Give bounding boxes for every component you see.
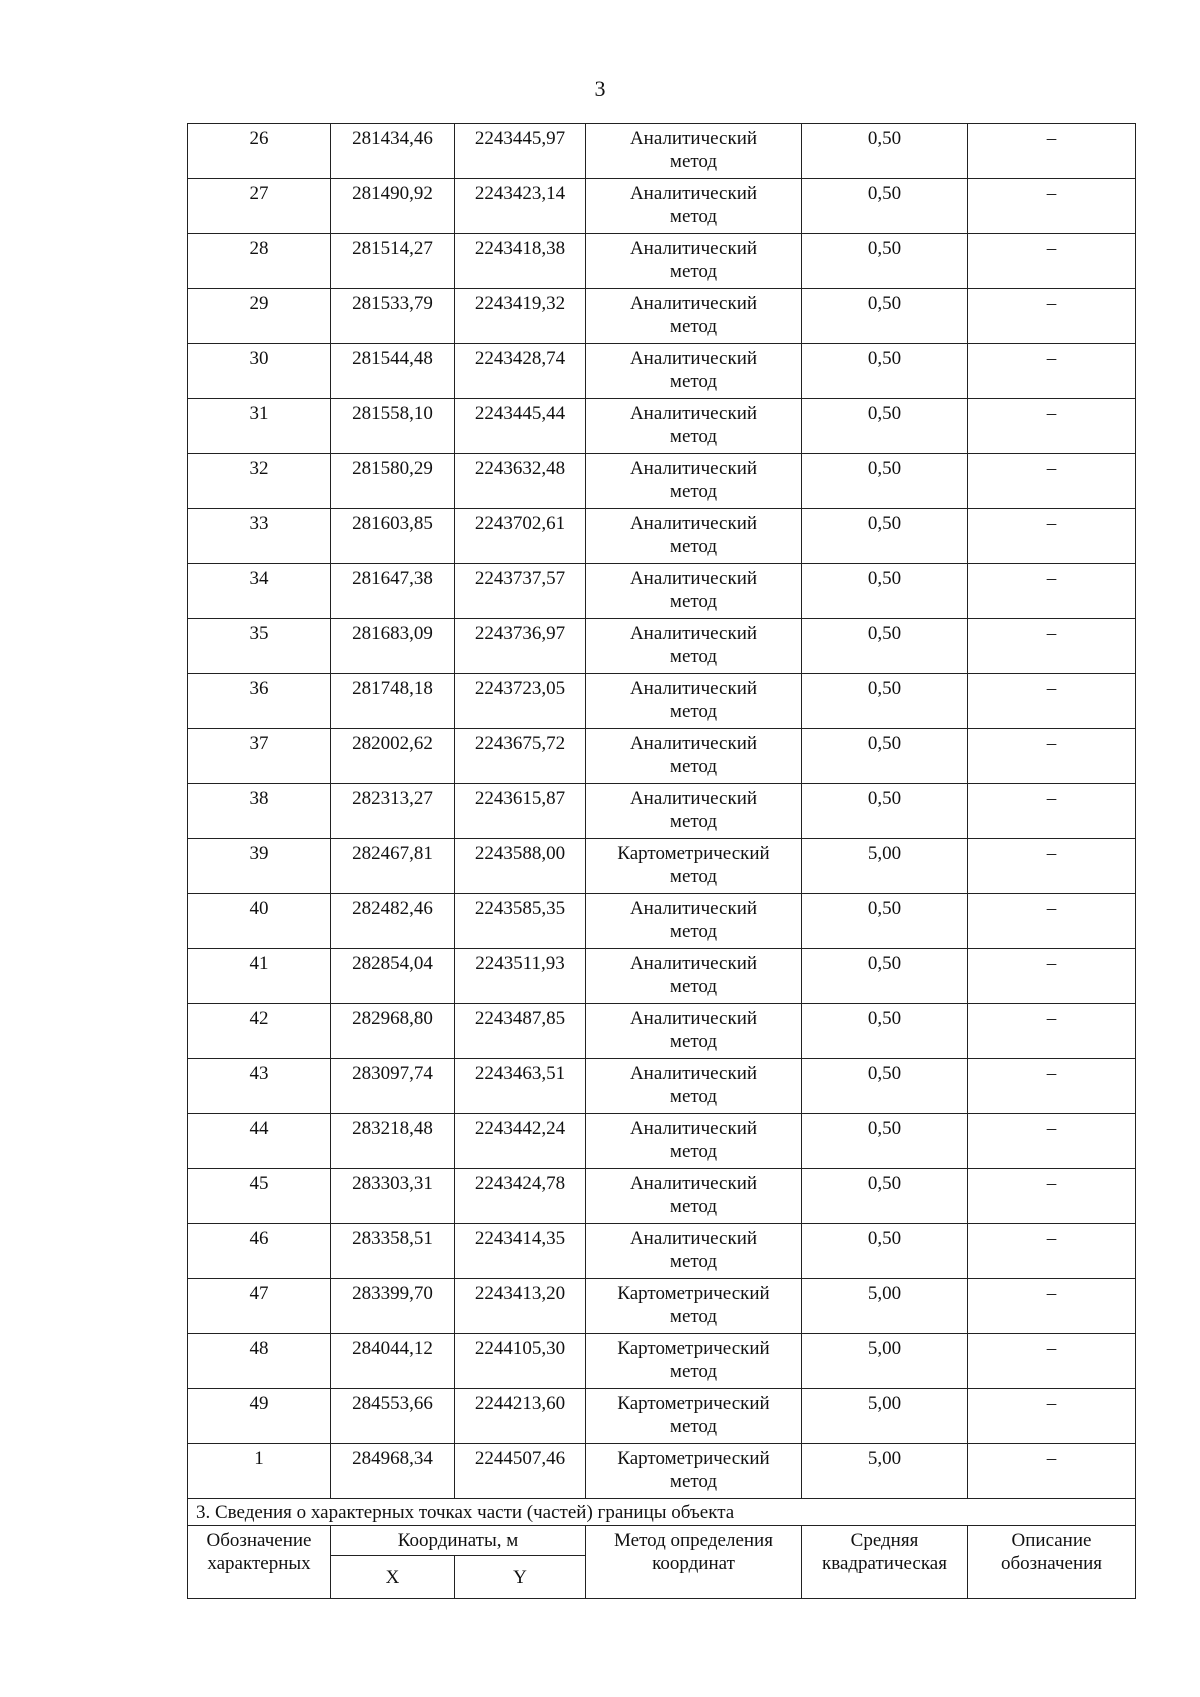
col-accuracy-header (802, 1526, 968, 1599)
method-line1: Аналитический (629, 1063, 758, 1084)
coord-y-cell: 2243588,00 (455, 839, 586, 894)
accuracy-cell: 0,50 (802, 1114, 968, 1169)
col-accuracy-line2: квадратическая (822, 1553, 947, 1574)
coord-y-cell: 2243736,97 (455, 619, 586, 674)
col-method-line1: Метод определения (614, 1530, 773, 1551)
method-line1: Аналитический (629, 1228, 758, 1249)
accuracy-cell: 0,50 (802, 509, 968, 564)
method-line1: Аналитический (629, 128, 758, 149)
table-row (188, 729, 1136, 784)
method-line1: Аналитический (629, 1173, 758, 1194)
coord-x-cell: 281603,85 (331, 509, 455, 564)
table-row (188, 234, 1136, 289)
point-number-cell: 29 (188, 289, 331, 344)
coord-y-cell: 2243723,05 (455, 674, 586, 729)
point-number-cell: 47 (188, 1279, 331, 1334)
accuracy-cell: 0,50 (802, 894, 968, 949)
coord-x-cell: 281558,10 (331, 399, 455, 454)
coord-x-cell: 282854,04 (331, 949, 455, 1004)
accuracy-cell: 5,00 (802, 1444, 968, 1499)
method-line1: Аналитический (629, 183, 758, 204)
method-cell (586, 1334, 802, 1389)
point-number-cell: 34 (188, 564, 331, 619)
method-cell (586, 234, 802, 289)
table-row (188, 289, 1136, 344)
method-cell (586, 729, 802, 784)
coord-x-cell: 281580,29 (331, 454, 455, 509)
col-method-line2: координат (652, 1553, 735, 1574)
accuracy-cell: 0,50 (802, 674, 968, 729)
coord-y-cell: 2243445,97 (455, 124, 586, 179)
description-cell: – (968, 399, 1136, 454)
coord-x-cell: 281748,18 (331, 674, 455, 729)
coord-x-cell: 281683,09 (331, 619, 455, 674)
method-line2: метод (669, 756, 718, 777)
coord-y-cell: 2244507,46 (455, 1444, 586, 1499)
table-row (188, 674, 1136, 729)
coord-y-cell: 2243418,38 (455, 234, 586, 289)
method-line2: метод (669, 976, 718, 997)
col-designation-header (188, 1526, 331, 1599)
table-row (188, 949, 1136, 1004)
method-cell (586, 454, 802, 509)
coord-x-cell: 282968,80 (331, 1004, 455, 1059)
method-cell (586, 1279, 802, 1334)
point-number-cell: 49 (188, 1389, 331, 1444)
table-row (188, 399, 1136, 454)
accuracy-cell: 0,50 (802, 234, 968, 289)
col-description-line1: Описание (1011, 1530, 1092, 1551)
table-row (188, 1444, 1136, 1499)
col-designation-line2: характерных (207, 1553, 311, 1574)
accuracy-cell: 0,50 (802, 179, 968, 234)
coord-y-cell: 2243632,48 (455, 454, 586, 509)
method-line2: метод (669, 811, 718, 832)
point-number-cell: 38 (188, 784, 331, 839)
coord-x-cell: 283399,70 (331, 1279, 455, 1334)
coord-y-cell: 2243737,57 (455, 564, 586, 619)
coord-x-cell: 281533,79 (331, 289, 455, 344)
table-row (188, 1114, 1136, 1169)
page-number: 3 (594, 76, 606, 101)
accuracy-cell: 0,50 (802, 289, 968, 344)
coord-x-cell: 283303,31 (331, 1169, 455, 1224)
coord-x-cell: 283097,74 (331, 1059, 455, 1114)
table-row (188, 564, 1136, 619)
col-x-header: X (331, 1556, 455, 1599)
method-line1: Картометрический (617, 1338, 770, 1359)
method-line2: метод (669, 151, 718, 172)
coord-y-cell: 2243414,35 (455, 1224, 586, 1279)
coord-y-cell: 2243585,35 (455, 894, 586, 949)
table-row (188, 1059, 1136, 1114)
description-cell: – (968, 564, 1136, 619)
description-cell: – (968, 894, 1136, 949)
method-line2: метод (669, 206, 718, 227)
method-line2: метод (669, 921, 718, 942)
coord-y-cell: 2244105,30 (455, 1334, 586, 1389)
description-cell: – (968, 1059, 1136, 1114)
table-row (188, 1169, 1136, 1224)
description-cell: – (968, 674, 1136, 729)
method-line1: Аналитический (629, 733, 758, 754)
point-number-cell: 44 (188, 1114, 331, 1169)
point-number-cell: 30 (188, 344, 331, 399)
method-line2: метод (669, 481, 718, 502)
method-line1: Аналитический (629, 623, 758, 644)
method-cell (586, 179, 802, 234)
method-cell (586, 839, 802, 894)
accuracy-cell: 0,50 (802, 729, 968, 784)
method-line1: Картометрический (617, 1393, 770, 1414)
method-line2: метод (669, 1306, 718, 1327)
method-cell (586, 509, 802, 564)
method-line1: Аналитический (629, 348, 758, 369)
method-line1: Аналитический (629, 568, 758, 589)
method-line1: Аналитический (629, 403, 758, 424)
table-row (188, 509, 1136, 564)
method-cell (586, 619, 802, 674)
description-cell: – (968, 1334, 1136, 1389)
coord-x-cell: 284044,12 (331, 1334, 455, 1389)
coord-y-cell: 2243423,14 (455, 179, 586, 234)
point-number-cell: 32 (188, 454, 331, 509)
description-cell: – (968, 1224, 1136, 1279)
method-line2: метод (669, 536, 718, 557)
method-cell (586, 1389, 802, 1444)
accuracy-cell: 0,50 (802, 619, 968, 674)
method-line1: Картометрический (617, 1283, 770, 1304)
description-cell: – (968, 839, 1136, 894)
method-line2: метод (669, 646, 718, 667)
method-cell (586, 1224, 802, 1279)
method-line2: метод (669, 701, 718, 722)
point-number-cell: 45 (188, 1169, 331, 1224)
table-row (188, 179, 1136, 234)
method-line1: Аналитический (629, 1118, 758, 1139)
method-cell (586, 1114, 802, 1169)
accuracy-cell: 0,50 (802, 344, 968, 399)
point-number-cell: 40 (188, 894, 331, 949)
coord-y-cell: 2243702,61 (455, 509, 586, 564)
point-number-cell: 37 (188, 729, 331, 784)
method-line1: Картометрический (617, 1448, 770, 1469)
method-line2: метод (669, 591, 718, 612)
accuracy-cell: 0,50 (802, 1224, 968, 1279)
coord-y-cell: 2243463,51 (455, 1059, 586, 1114)
method-cell (586, 399, 802, 454)
accuracy-cell: 0,50 (802, 1169, 968, 1224)
point-number-cell: 36 (188, 674, 331, 729)
method-line2: метод (669, 261, 718, 282)
accuracy-cell: 0,50 (802, 949, 968, 1004)
coord-x-cell: 282482,46 (331, 894, 455, 949)
method-line1: Аналитический (629, 678, 758, 699)
method-line2: метод (669, 1416, 718, 1437)
method-cell (586, 894, 802, 949)
method-cell (586, 949, 802, 1004)
point-number-cell: 42 (188, 1004, 331, 1059)
method-cell (586, 1169, 802, 1224)
description-cell: – (968, 509, 1136, 564)
accuracy-cell: 0,50 (802, 564, 968, 619)
table-row (188, 1389, 1136, 1444)
description-cell: – (968, 1114, 1136, 1169)
method-cell (586, 124, 802, 179)
coord-y-cell: 2243511,93 (455, 949, 586, 1004)
coord-x-cell: 281434,46 (331, 124, 455, 179)
method-line1: Картометрический (617, 843, 770, 864)
description-cell: – (968, 344, 1136, 399)
point-number-cell: 43 (188, 1059, 331, 1114)
description-cell: – (968, 1169, 1136, 1224)
method-line2: метод (669, 1086, 718, 1107)
point-number-cell: 35 (188, 619, 331, 674)
col-accuracy-line1: Средняя (850, 1530, 919, 1551)
description-cell: – (968, 784, 1136, 839)
method-cell (586, 564, 802, 619)
method-cell (586, 674, 802, 729)
table-row (188, 124, 1136, 179)
method-line1: Аналитический (629, 513, 758, 534)
method-cell (586, 1444, 802, 1499)
table-row (188, 344, 1136, 399)
accuracy-cell: 0,50 (802, 399, 968, 454)
coord-x-cell: 281647,38 (331, 564, 455, 619)
table-row (188, 619, 1136, 674)
description-cell: – (968, 1389, 1136, 1444)
coord-x-cell: 282313,27 (331, 784, 455, 839)
point-number-cell: 48 (188, 1334, 331, 1389)
coord-y-cell: 2243442,24 (455, 1114, 586, 1169)
method-line1: Аналитический (629, 898, 758, 919)
section-3-title: 3. Сведения о характерных точках части (частей) границы объекта (188, 1499, 1136, 1526)
method-line2: метод (669, 426, 718, 447)
method-line2: метод (669, 316, 718, 337)
table-row (188, 1224, 1136, 1279)
description-cell: – (968, 289, 1136, 344)
accuracy-cell: 0,50 (802, 124, 968, 179)
col-description-line2: обозначения (1000, 1553, 1103, 1574)
method-line2: метод (669, 1141, 718, 1162)
coord-y-cell: 2244213,60 (455, 1389, 586, 1444)
table-body (188, 124, 1136, 1499)
method-line2: метод (669, 1031, 718, 1052)
accuracy-cell: 0,50 (802, 454, 968, 509)
point-number-cell: 33 (188, 509, 331, 564)
col-y-header: Y (455, 1556, 586, 1599)
table-row (188, 784, 1136, 839)
method-cell (586, 1059, 802, 1114)
method-line1: Аналитический (629, 953, 758, 974)
coord-y-cell: 2243445,44 (455, 399, 586, 454)
method-cell (586, 1004, 802, 1059)
description-cell: – (968, 949, 1136, 1004)
method-line2: метод (669, 1196, 718, 1217)
point-number-cell: 1 (188, 1444, 331, 1499)
col-coords-header: Координаты, м (331, 1526, 586, 1556)
coord-x-cell: 282467,81 (331, 839, 455, 894)
table-row (188, 839, 1136, 894)
coord-y-cell: 2243419,32 (455, 289, 586, 344)
coord-y-cell: 2243675,72 (455, 729, 586, 784)
accuracy-cell: 0,50 (802, 1004, 968, 1059)
accuracy-cell: 5,00 (802, 839, 968, 894)
method-line1: Аналитический (629, 458, 758, 479)
coord-y-cell: 2243428,74 (455, 344, 586, 399)
section-3 (188, 1499, 1136, 1599)
description-cell: – (968, 1004, 1136, 1059)
coord-x-cell: 283358,51 (331, 1224, 455, 1279)
col-description-header (968, 1526, 1136, 1599)
method-line1: Аналитический (629, 238, 758, 259)
method-line2: метод (669, 1251, 718, 1272)
col-designation-line1: Обозначение (206, 1530, 312, 1551)
description-cell: – (968, 1279, 1136, 1334)
point-number-cell: 28 (188, 234, 331, 289)
accuracy-cell: 5,00 (802, 1389, 968, 1444)
accuracy-cell: 5,00 (802, 1279, 968, 1334)
description-cell: – (968, 1444, 1136, 1499)
method-line1: Аналитический (629, 1008, 758, 1029)
point-number-cell: 26 (188, 124, 331, 179)
method-line2: метод (669, 866, 718, 887)
table-row (188, 1334, 1136, 1389)
accuracy-cell: 5,00 (802, 1334, 968, 1389)
description-cell: – (968, 179, 1136, 234)
description-cell: – (968, 124, 1136, 179)
method-cell (586, 289, 802, 344)
coord-x-cell: 281544,48 (331, 344, 455, 399)
coord-x-cell: 282002,62 (331, 729, 455, 784)
table-row (188, 454, 1136, 509)
accuracy-cell: 0,50 (802, 1059, 968, 1114)
col-method-header (586, 1526, 802, 1599)
point-number-cell: 46 (188, 1224, 331, 1279)
table-row (188, 1004, 1136, 1059)
method-line1: Аналитический (629, 788, 758, 809)
coord-y-cell: 2243487,85 (455, 1004, 586, 1059)
method-line2: метод (669, 1471, 718, 1492)
coord-y-cell: 2243615,87 (455, 784, 586, 839)
coord-x-cell: 284553,66 (331, 1389, 455, 1444)
coord-y-cell: 2243424,78 (455, 1169, 586, 1224)
table-row (188, 894, 1136, 949)
point-number-cell: 27 (188, 179, 331, 234)
description-cell: – (968, 729, 1136, 784)
point-number-cell: 41 (188, 949, 331, 1004)
point-number-cell: 39 (188, 839, 331, 894)
point-number-cell: 31 (188, 399, 331, 454)
description-cell: – (968, 454, 1136, 509)
coord-x-cell: 283218,48 (331, 1114, 455, 1169)
coord-y-cell: 2243413,20 (455, 1279, 586, 1334)
coord-x-cell: 281514,27 (331, 234, 455, 289)
method-cell (586, 784, 802, 839)
coordinates-table (187, 123, 1136, 1599)
accuracy-cell: 0,50 (802, 784, 968, 839)
method-cell (586, 344, 802, 399)
description-cell: – (968, 234, 1136, 289)
method-line2: метод (669, 1361, 718, 1382)
table-row (188, 1279, 1136, 1334)
coord-x-cell: 284968,34 (331, 1444, 455, 1499)
coord-x-cell: 281490,92 (331, 179, 455, 234)
method-line1: Аналитический (629, 293, 758, 314)
description-cell: – (968, 619, 1136, 674)
method-line2: метод (669, 371, 718, 392)
